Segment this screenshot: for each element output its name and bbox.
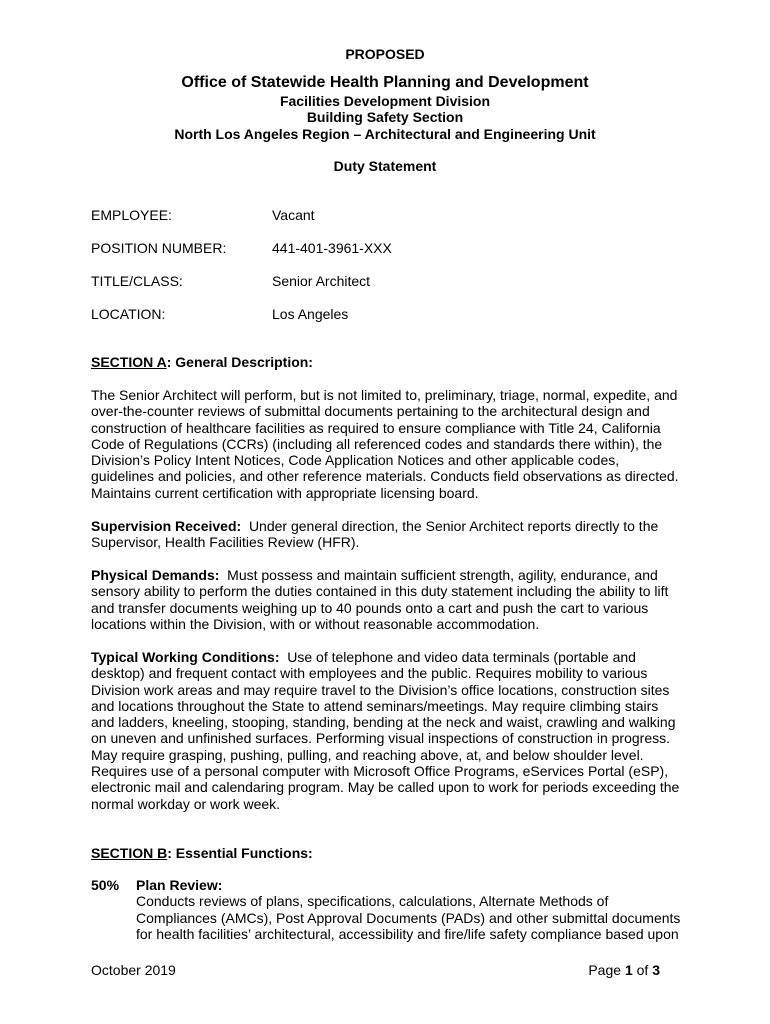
paragraph-line: for health facilities’ architectural, accessibility and fire/life safety compliance based upon: [136, 925, 679, 942]
paragraph-line: and ladders, kneeling, stooping, standing, bending at the neck and waist, crawling and walking: [91, 714, 676, 731]
section-a-heading: [91, 354, 691, 370]
paragraph-line: sensory ability to perform the duties contained in this duty statement including the ability to lift: [91, 583, 669, 600]
paragraph-line: Supervisor, Health Facilities Review (HFR).: [91, 534, 360, 551]
paragraph-line: locations within the Division, with or without reasonable accommodation.: [91, 615, 540, 632]
office-title: Office of Statewide Health Planning and Development: [181, 74, 589, 91]
paragraph-line: and locations throughout the State to attend seminars/meetings. May require climbing stairs: [91, 697, 659, 714]
footer-date: October 2019: [91, 962, 176, 978]
field-value: Senior Architect: [272, 273, 371, 289]
paragraph-line: normal workday or work week.: [91, 795, 281, 812]
page-total: 3: [652, 962, 660, 978]
status-label: PROPOSED: [345, 46, 425, 62]
paragraph-line: Under general direction, the Senior Architect reports directly to the: [241, 518, 659, 534]
function-percent: 50%: [91, 877, 120, 893]
paragraph-line: Maintains current certification with appropriate licensing board.: [91, 484, 479, 501]
paragraph-line: May require grasping, pushing, pulling, and reaching above, at, and below shoulder level.: [91, 746, 644, 763]
paragraph-line: over-the-counter reviews of submittal documents pertaining to the architectural design and: [91, 403, 650, 420]
page-current: 1: [624, 962, 633, 978]
section-b-heading: [91, 845, 691, 861]
paragraph-line: desktop) and frequent contact with employees and the public. Requires mobility to various: [91, 665, 648, 682]
working-heading: Typical Working Conditions:: [91, 649, 280, 665]
section-b-label: SECTION B: [91, 845, 168, 861]
paragraph-line: Use of telephone and video data terminals (portable and: [279, 649, 636, 665]
general-description: [91, 387, 691, 501]
field-label: TITLE/CLASS:: [91, 273, 183, 289]
paragraph-line: Division’s Policy Intent Notices, Code Application Notices and other applicable codes,: [91, 452, 620, 469]
paragraph-line: guidelines and policies, and other reference materials. Conducts field observations as directed.: [91, 468, 679, 485]
paragraph-line: Conducts reviews of plans, specifications, calculations, Alternate Methods of: [136, 893, 609, 910]
paragraph-line: Must possess and maintain sufficient strength, agility, endurance, and: [219, 567, 658, 583]
paragraph-line: Division work areas and may require travel to the Division’s office locations, construction sites: [91, 681, 670, 698]
field-value: Los Angeles: [272, 306, 349, 322]
paragraph-line: and transfer documents weighing up to 40 pounds onto a cart and push the cart to various: [91, 599, 649, 616]
section-b-title: : Essential Functions:: [167, 845, 313, 861]
field-label: LOCATION:: [91, 306, 166, 322]
working-conditions: [91, 649, 691, 812]
page-number: [588, 962, 660, 978]
page-prefix: Page: [588, 962, 625, 978]
function-title: Plan Review:: [136, 877, 223, 893]
function-body: [136, 877, 696, 942]
paragraph-line: on uneven and unfinished surfaces. Performing visual inspections of construction in progress.: [91, 730, 670, 747]
paragraph-line: The Senior Architect will perform, but is not limited to, preliminary, triage, normal, expedite, and: [91, 387, 678, 403]
paragraph-line: Code of Regulations (CCRs) (including all referenced codes and standards there within), the: [91, 435, 663, 452]
page-mid: of: [632, 962, 653, 978]
doc-type-title: Duty Statement: [333, 158, 437, 174]
paragraph-line: Compliances (AMCs), Post Approval Documents (PADs) and other submittal documents: [136, 909, 681, 926]
field-label: POSITION NUMBER:: [91, 240, 227, 256]
unit-title: North Los Angeles Region – Architectural and Engineering Unit: [174, 126, 596, 142]
paragraph-line: Requires use of a personal computer with Microsoft Office Programs, eServices Portal (eSP),: [91, 763, 669, 780]
section-title: Building Safety Section: [306, 109, 464, 125]
paragraph-line: construction of healthcare facilities as required to ensure compliance with Title 24, California: [91, 419, 661, 436]
section-a-title: : General Description:: [166, 354, 313, 370]
supervision-heading: Supervision Received:: [91, 518, 242, 534]
supervision-received: [91, 518, 691, 551]
physical-heading: Physical Demands:: [91, 567, 220, 583]
paragraph-line: electronic mail and calendaring program. May be called upon to work for periods exceeding the: [91, 779, 680, 796]
physical-demands: [91, 567, 691, 632]
field-label: EMPLOYEE:: [91, 207, 172, 223]
section-a-label: SECTION A: [91, 354, 167, 370]
field-value: 441-401-3961-XXX: [272, 240, 392, 256]
field-value: Vacant: [272, 207, 315, 223]
division-title: Facilities Development Division: [279, 93, 491, 109]
